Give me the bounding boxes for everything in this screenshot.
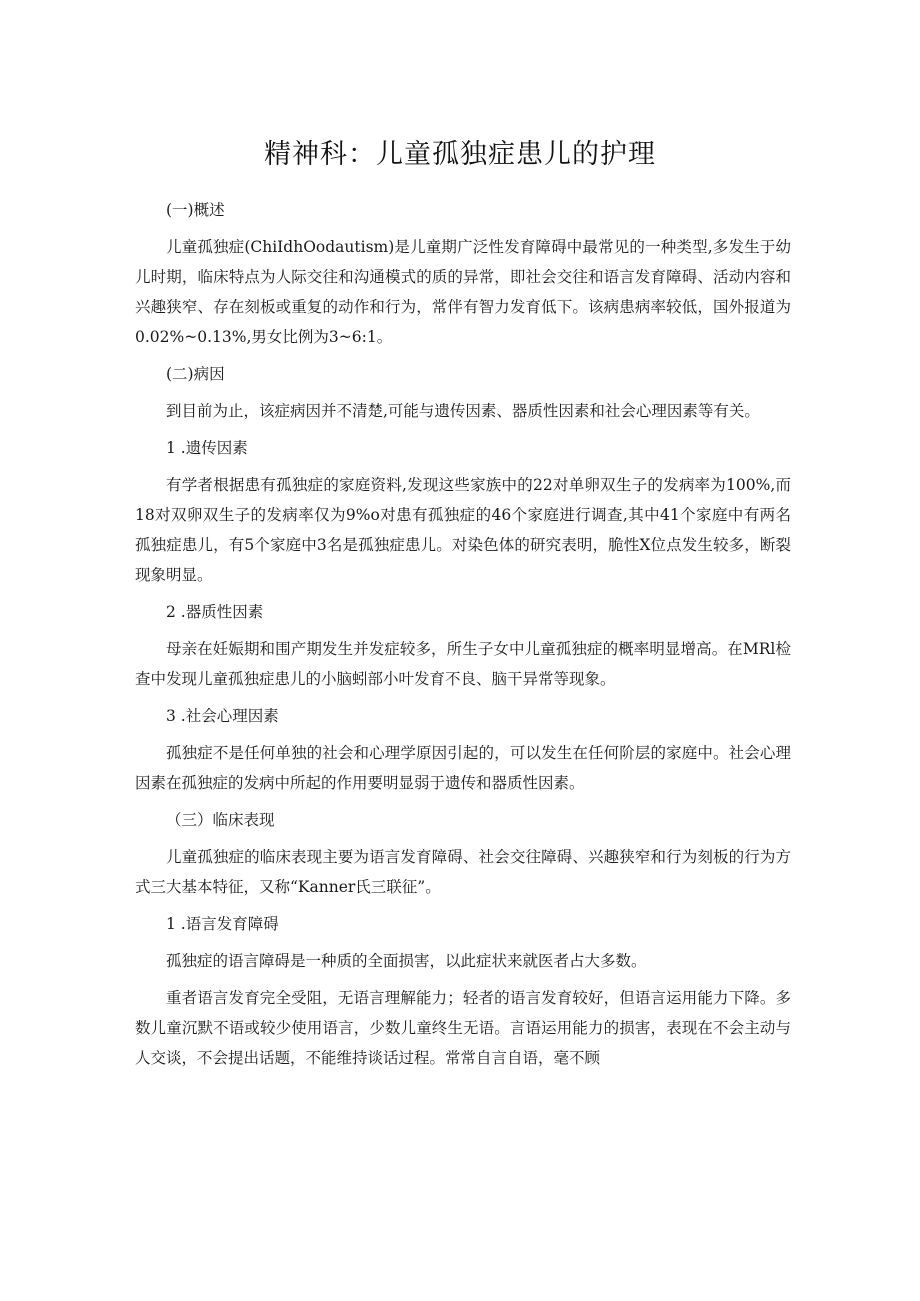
paragraph-organic-factors: 母亲在妊娠期和围产期发生并发症较多，所生子女中儿童孤独症的概率明显增高。在MRl检查中发现儿童孤独症患儿的小脑蚓部小叶发育不良、脑干异常等现象。 [135, 640, 791, 688]
subheading-genetic-factors: 1 .遗传因素 [166, 439, 248, 457]
paragraph-clinical-manifestations: 儿童孤独症的临床表现主要为语言发育障碍、社会交往障碍、兴趣狭窄和行为刻板的行为方式三大基本特征，又称“Kanner氏三联征”。 [135, 848, 791, 896]
paragraph-genetic-factors: 有学者根据患有孤独症的家庭资料,发现这些家族中的22对单卵双生子的发病率为100%,而18对双卵双生子的发病率仅为9%o对患有孤独症的46个家庭进行调查,其中41个家庭中有两名孤独症患儿，有5个家庭中3名是孤独症患儿。对染色体的研究表明，脆性X位点发生较多，断裂现象明显。 [135, 476, 791, 584]
paragraph-psychosocial-factors: 孤独症不是任何单独的社会和心理学原因引起的，可以发生在任何阶层的家庭中。社会心理因素在孤独症的发病中所起的作用要明显弱于遗传和器质性因素。 [135, 744, 791, 792]
document-body [135, 195, 791, 1080]
paragraph-language-disorder-2: 重者语言发育完全受阻，无语言理解能力；轻者的语言发育较好，但语言运用能力下降。多数儿童沉默不语或较少使用语言，少数儿童终生无语。言语运用能力的损害，表现在不会主动与人交谈，不会提出话题，不能维持谈话过程。常常自言自语，毫不顾 [135, 989, 791, 1067]
paragraph-overview: 儿童孤独症(ChiIdhOodautism)是儿童期广泛性发育障碍中最常见的一种类型,多发生于幼儿时期，临床特点为人际交往和沟通模式的质的异常，即社会交往和语言发育障碍、活动内容和兴趣狭窄、存在刻板或重复的动作和行为，常伴有智力发育低下。该病患病率较低，国外报道为0.02%~0.13%,男女比例为3~6:1。 [135, 238, 791, 346]
page-title: 精神科：儿童孤独症患儿的护理 [264, 139, 656, 170]
section-heading-clinical-manifestations: （三）临床表现 [166, 811, 275, 829]
section-heading-etiology: (二)病因 [166, 365, 225, 383]
subheading-language-disorder: 1 .语言发育障碍 [166, 915, 279, 933]
paragraph-language-disorder-1: 孤独症的语言障碍是一种质的全面损害，以此症状来就医者占大多数。 [166, 952, 647, 970]
paragraph-etiology: 到目前为止，该症病因并不清楚,可能与遗传因素、器质性因素和社会心理因素等有关。 [166, 402, 760, 420]
subheading-psychosocial-factors: 3 .社会心理因素 [166, 707, 279, 725]
subheading-organic-factors: 2 .器质性因素 [166, 603, 264, 621]
section-heading-overview: (一)概述 [166, 201, 225, 219]
